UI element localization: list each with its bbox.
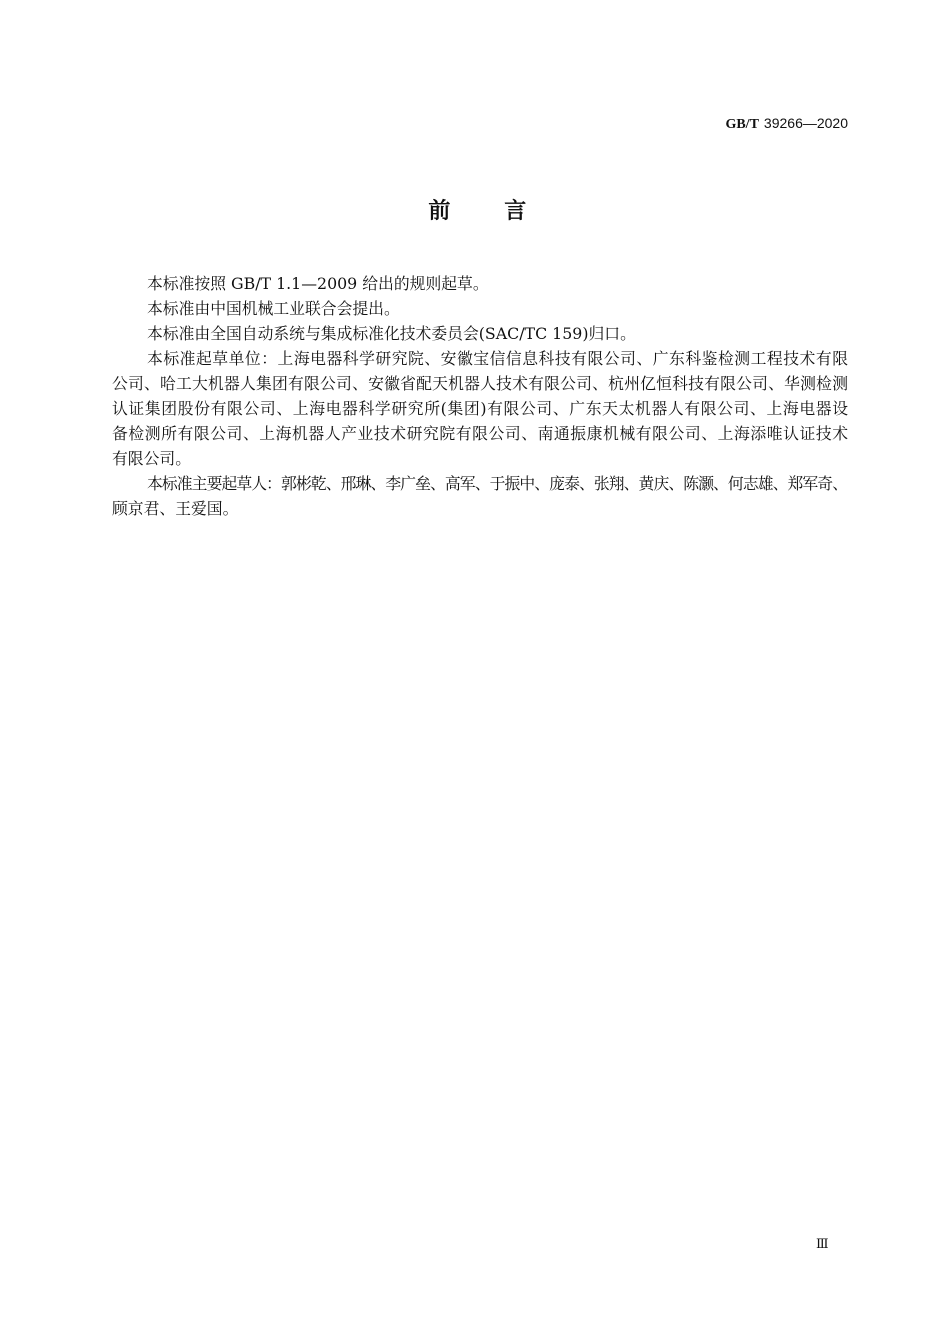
paragraph-administrator — [112, 321, 848, 346]
text-line — [112, 271, 848, 296]
page-number: Ⅲ — [816, 1237, 829, 1252]
text-line-content: 本标准起草单位：上海电器科学研究院、安徽宝信信息科技有限公司、广东科鉴检测工程技术有限 — [147, 349, 849, 368]
text-line-content: 公司、哈工大机器人集团有限公司、安徽省配天机器人技术有限公司、杭州亿恒科技有限公司、华测检测 — [112, 374, 849, 393]
text-line-content: 有限公司。 — [112, 449, 191, 468]
standard-code-prefix: GB/T — [725, 117, 759, 132]
text-line-content: 本标准主要起草人：郭彬乾、邢琳、李广垒、高军、于振中、庞泰、张翔、黄庆、陈灏、何志雄、郑军奇、 — [147, 474, 848, 493]
text-line — [112, 296, 848, 321]
text-line — [112, 371, 848, 396]
paragraph-drafting-organizations — [112, 346, 848, 471]
text-line-content: 本标准由全国自动系统与集成标准化技术委员会(SAC/TC 159)归口。 — [147, 324, 636, 343]
text-line-content: 顾京君、王爱国。 — [112, 499, 239, 518]
text-line — [112, 396, 848, 421]
standard-code-number: 39266—2020 — [763, 115, 848, 131]
paragraph-main-drafters — [112, 471, 848, 521]
text-line — [112, 421, 848, 446]
text-line-content: 本标准由中国机械工业联合会提出。 — [147, 299, 400, 318]
standard-code — [725, 114, 848, 134]
paragraph-proposer — [112, 296, 848, 321]
section-title: 前 言 — [428, 198, 530, 224]
text-line — [112, 446, 848, 471]
text-line-content: 备检测所有限公司、上海机器人产业技术研究院有限公司、南通振康机械有限公司、上海添唯认证技术 — [112, 424, 849, 443]
text-line — [112, 321, 848, 346]
foreword-body — [112, 271, 848, 521]
paragraph-drafting-rules — [112, 271, 848, 296]
text-line-content: 本标准按照 GB/T 1.1—2009 给出的规则起草。 — [147, 274, 489, 293]
text-line — [112, 471, 848, 496]
text-line — [112, 346, 848, 371]
text-line-content: 认证集团股份有限公司、上海电器科学研究所(集团)有限公司、广东天太机器人有限公司、上海电器设 — [112, 399, 849, 418]
text-line — [112, 496, 848, 521]
